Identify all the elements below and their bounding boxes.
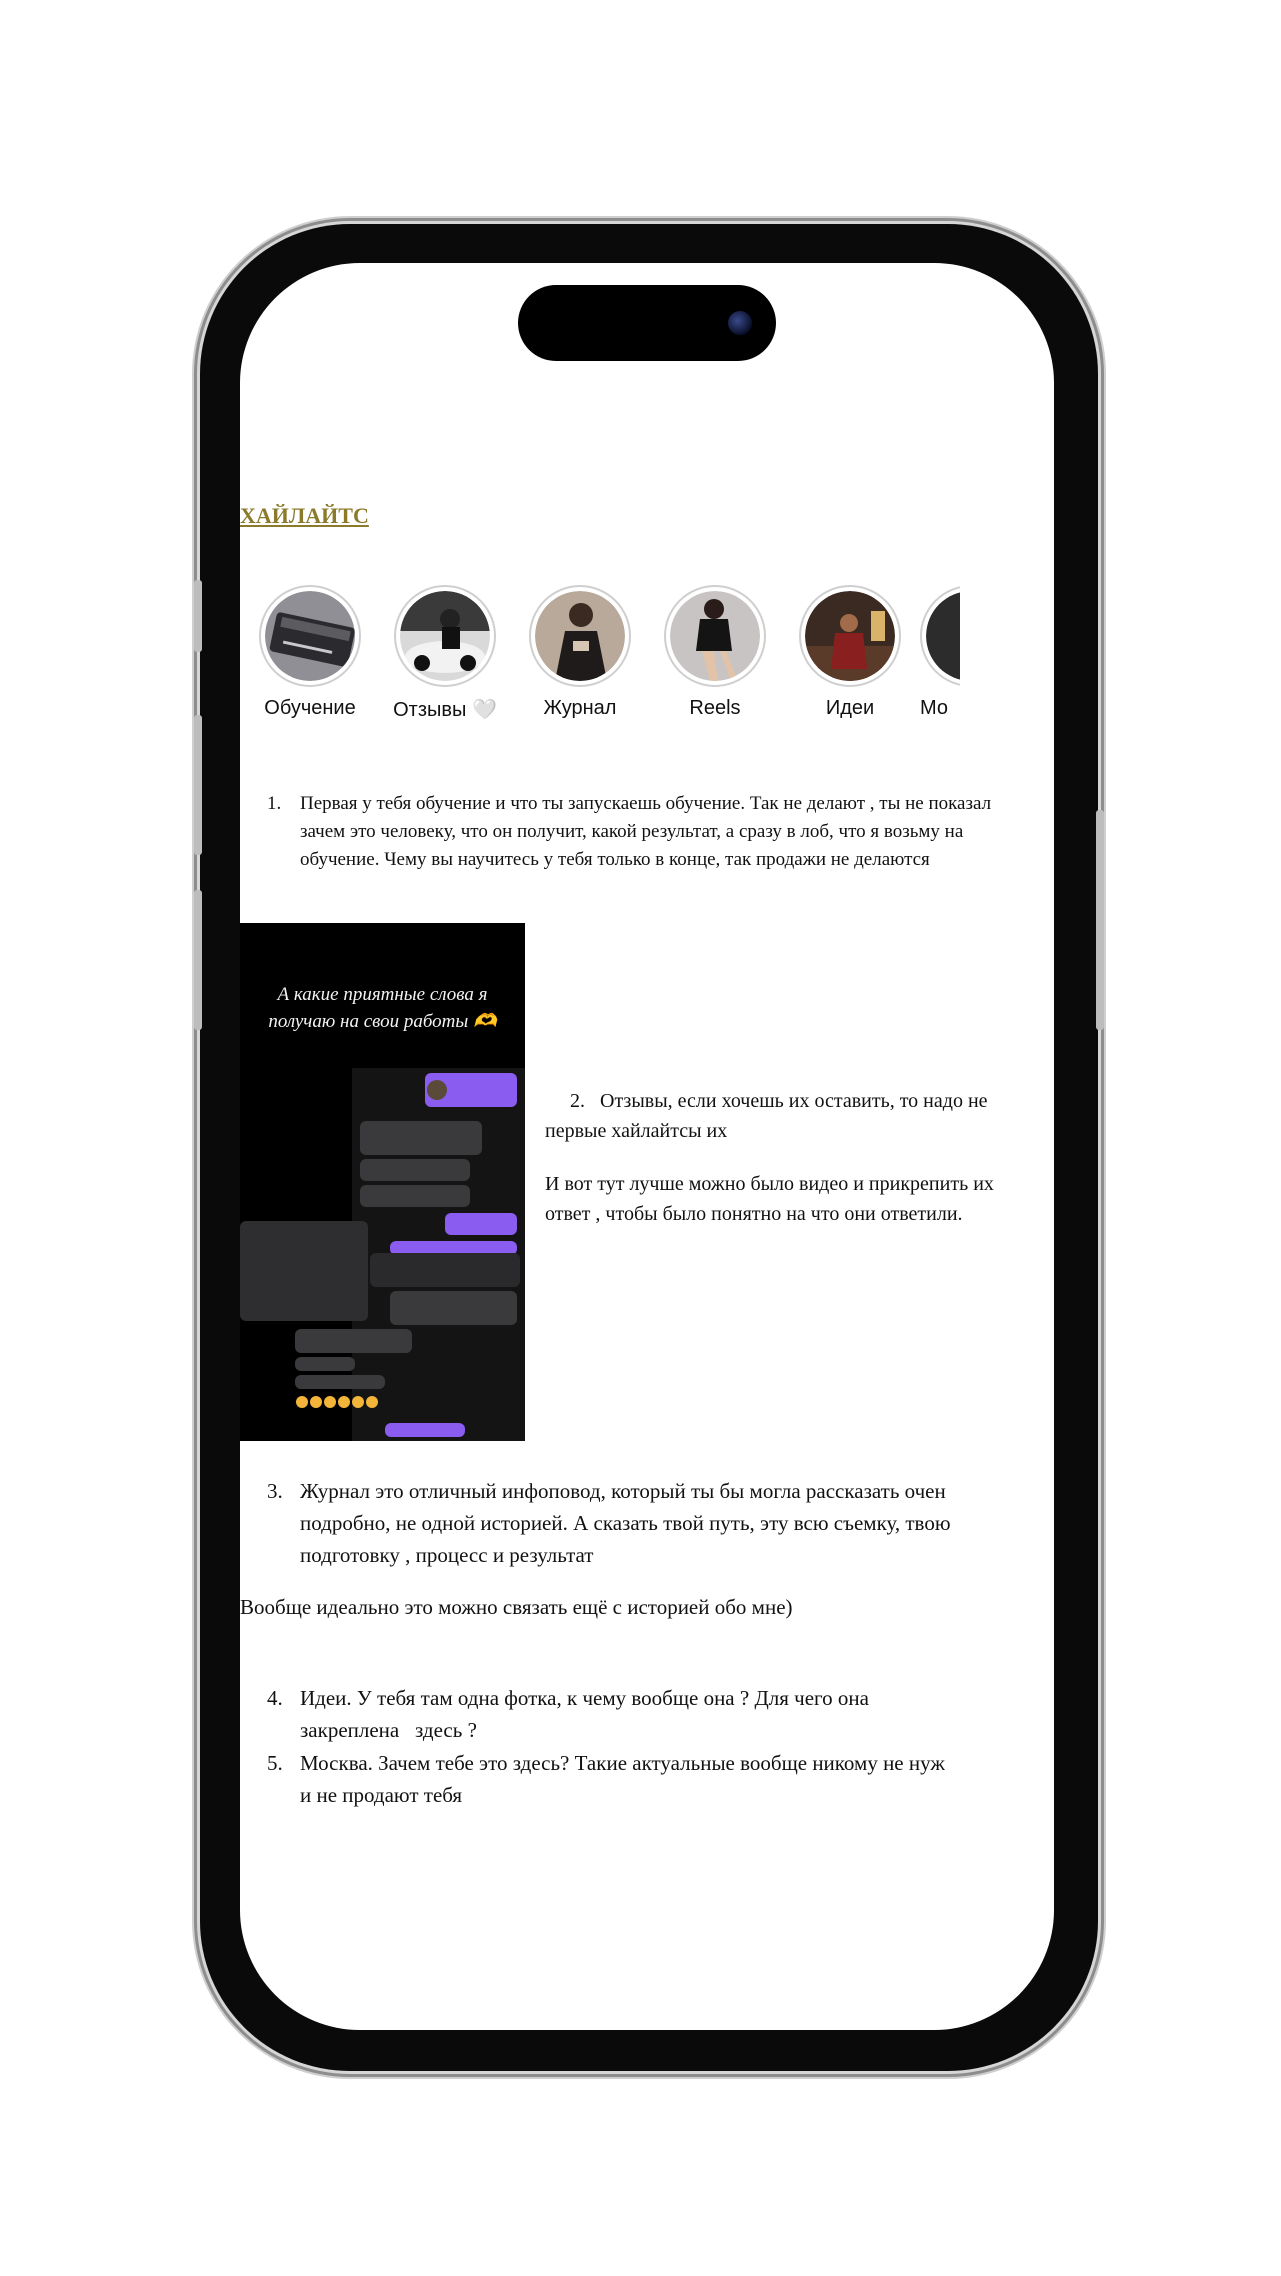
highlight-label: Идеи bbox=[825, 697, 875, 719]
feedback-item-4 bbox=[267, 1682, 1054, 1746]
action-button bbox=[194, 580, 202, 652]
car-photo-icon bbox=[400, 591, 490, 681]
text-line: Первая у тебя обучение и что ты запускаешь обучение. Так не делают , ты не показал bbox=[300, 793, 992, 814]
text-line: обучение. Чему вы научитесь у тебя только в конце, так продажи не делаются bbox=[300, 849, 930, 870]
text-line: Идеи. У тебя там одна фотка, к чему вообще она ? Для чего она bbox=[300, 1686, 869, 1710]
portrait-photo-icon bbox=[535, 591, 625, 681]
story-title-line: получаю на свои работы 🫶 bbox=[268, 1011, 497, 1032]
text-line: первые хайлайтсы их bbox=[545, 1120, 728, 1142]
highlight-moscow[interactable] bbox=[920, 585, 960, 720]
document-content bbox=[240, 263, 1054, 2030]
partial-photo-icon bbox=[926, 591, 960, 681]
highlight-reviews[interactable] bbox=[380, 585, 510, 722]
text-line: подробно, не одной историей. А сказать твой путь, эту всю съемку, твою bbox=[300, 1511, 951, 1535]
text-line: 2. Отзывы, если хочешь их оставить, то надо не bbox=[545, 1090, 988, 1112]
story-title-line: А какие приятные слова я bbox=[277, 984, 488, 1005]
highlight-ring bbox=[920, 585, 960, 687]
power-button bbox=[1096, 810, 1104, 1030]
feedback-item-2-extra bbox=[545, 1169, 1054, 1229]
highlights-row bbox=[240, 585, 1054, 721]
highlight-label: Обучение bbox=[264, 697, 356, 719]
feedback-item-3 bbox=[267, 1475, 1054, 1571]
fashion-photo-icon bbox=[670, 591, 760, 681]
highlights-heading: ХАЙЛАЙТС bbox=[240, 503, 369, 528]
highlight-ring bbox=[259, 585, 361, 687]
feedback-item-1 bbox=[267, 790, 1054, 874]
text-line: подготовку , процесс и результат bbox=[300, 1543, 594, 1567]
volume-down-button bbox=[194, 890, 202, 1030]
chat-screenshot-graphic bbox=[240, 923, 525, 1441]
text-line: Журнал это отличный инфоповод, который ты бы могла рассказать очен bbox=[300, 1479, 946, 1503]
text-line: И вот тут лучше можно было видео и прикрепить их bbox=[545, 1173, 994, 1195]
highlight-label: Отзывы 🤍 bbox=[393, 699, 497, 721]
dynamic-island bbox=[518, 285, 776, 361]
interior-photo-icon bbox=[805, 591, 895, 681]
highlight-ring bbox=[394, 585, 496, 687]
text-line: ответ , чтобы было понятно на что они ответили. bbox=[545, 1203, 963, 1225]
highlight-journal[interactable] bbox=[515, 585, 645, 720]
highlight-label: Reels bbox=[689, 697, 741, 719]
highlight-training[interactable] bbox=[245, 585, 375, 720]
highlight-label: Журнал bbox=[543, 697, 617, 719]
text-line: зачем это человеку, что он получит, какой результат, а сразу в лоб, что я возьму на bbox=[300, 821, 964, 842]
volume-up-button bbox=[194, 715, 202, 855]
highlight-ring bbox=[529, 585, 631, 687]
feedback-item-3-extra: Вообще идеально это можно связать ещё с историей обо мне) bbox=[240, 1595, 793, 1619]
highlight-ideas[interactable] bbox=[785, 585, 915, 720]
phone-screen bbox=[240, 263, 1054, 2030]
item-number: 3. bbox=[267, 1479, 283, 1503]
front-camera-icon bbox=[728, 311, 752, 335]
highlight-ring bbox=[664, 585, 766, 687]
text-line: закреплена здесь ? bbox=[300, 1718, 477, 1742]
highlight-label: Мо bbox=[920, 697, 949, 719]
device-photo-icon bbox=[265, 591, 355, 681]
story-screenshot bbox=[240, 923, 525, 1441]
text-line: и не продают тебя bbox=[300, 1783, 463, 1807]
item-number: 5. bbox=[267, 1751, 283, 1775]
item-number: 1. bbox=[267, 793, 282, 814]
highlight-reels[interactable] bbox=[650, 585, 780, 720]
text-line: Москва. Зачем тебе это здесь? Такие актуальные вообще никому не нуж bbox=[300, 1751, 945, 1775]
feedback-item-5 bbox=[267, 1747, 1054, 1811]
highlight-ring bbox=[799, 585, 901, 687]
item-number: 4. bbox=[267, 1686, 283, 1710]
feedback-item-2 bbox=[545, 1086, 1054, 1146]
